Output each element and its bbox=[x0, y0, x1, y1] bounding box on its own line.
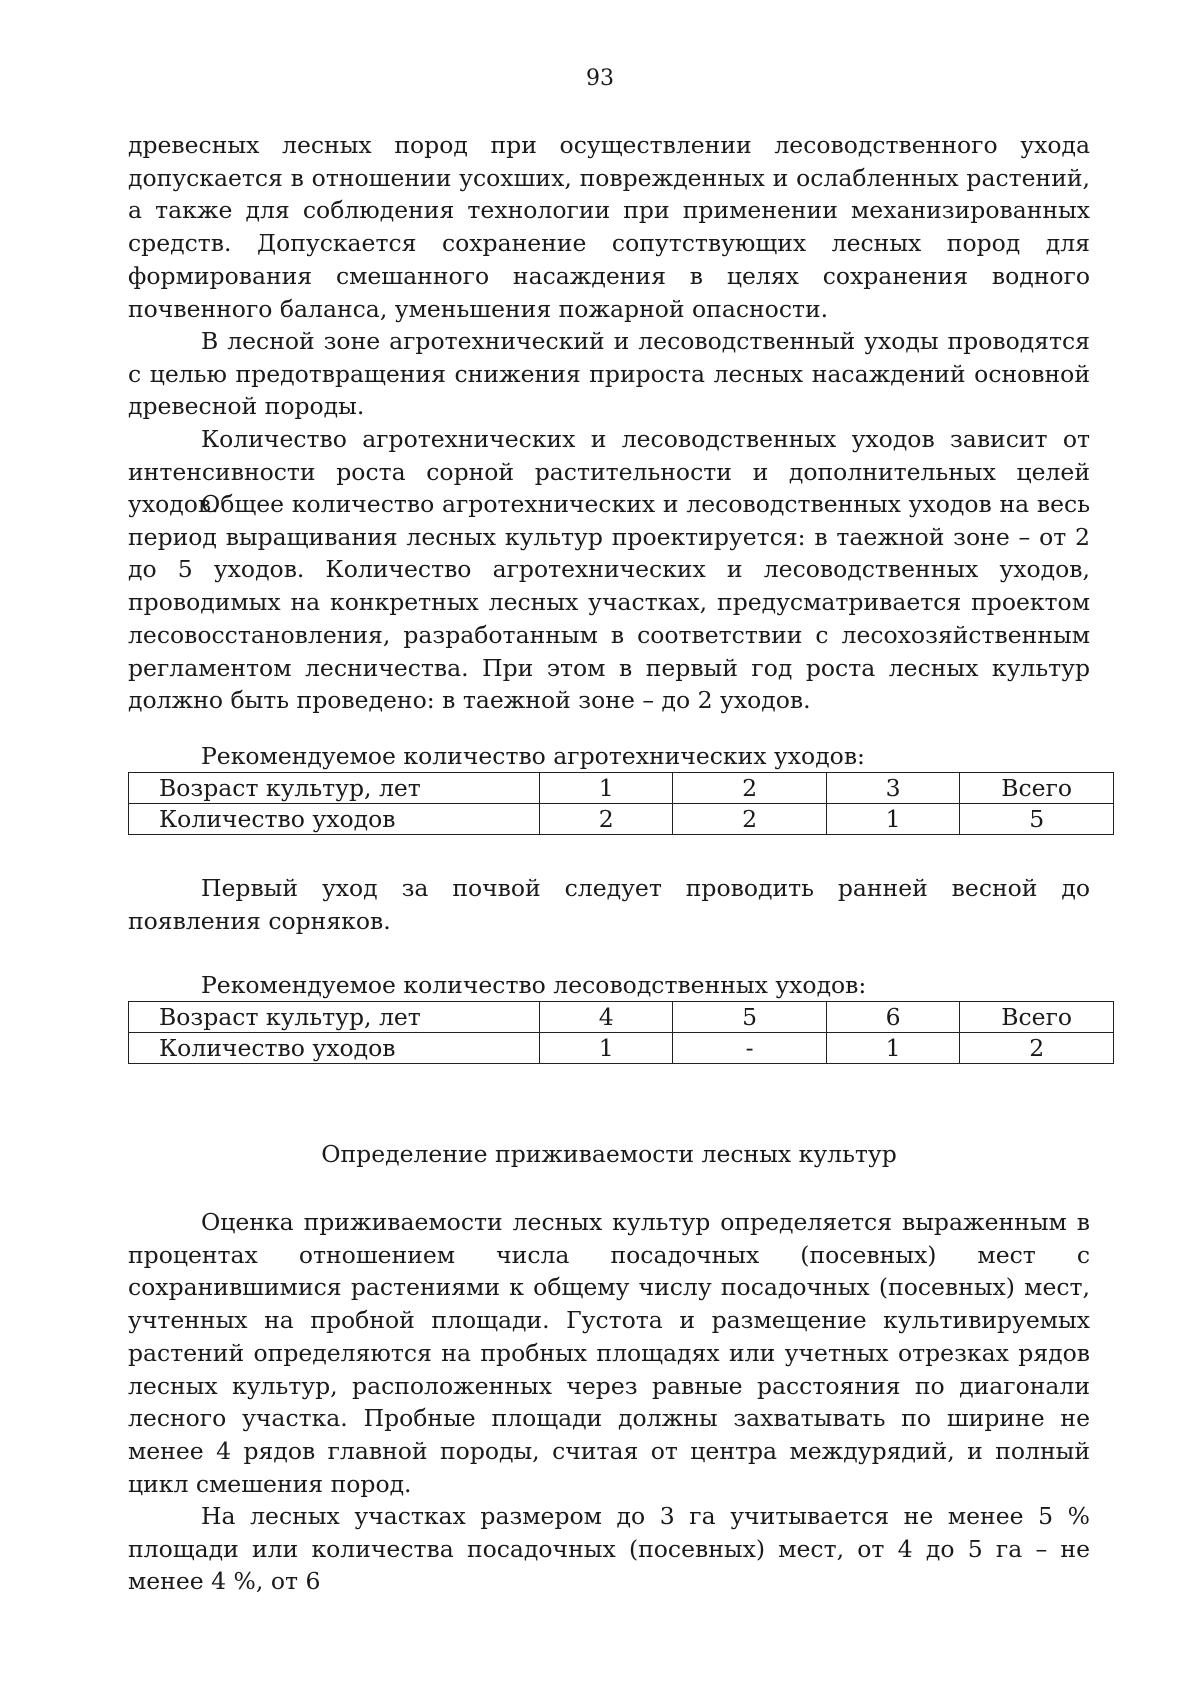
table-row bbox=[129, 773, 1114, 804]
table-forest bbox=[128, 1001, 1114, 1064]
paragraph-tending-count: Количество агротехнических и лесоводственных уходов зависит от интенсивности роста сорной растительности и дополнительных целей уходов. bbox=[128, 425, 1090, 519]
table-cell: 6 bbox=[826, 1002, 959, 1033]
table-agro-caption: Рекомендуемое количество агротехнических уходов: bbox=[201, 742, 865, 770]
table-cell: Количество уходов bbox=[129, 804, 540, 835]
page-number: 93 bbox=[586, 66, 614, 91]
table-cell: 2 bbox=[960, 1033, 1114, 1064]
table-cell: 1 bbox=[826, 1033, 959, 1064]
paragraph-forest-zone-tending: В лесной зоне агротехнический и лесоводственный уходы проводятся с целью предотвращения снижения прироста лесных насаждений основной древесной породы. bbox=[128, 327, 1090, 421]
table-cell: 2 bbox=[673, 773, 826, 804]
table-cell: 1 bbox=[539, 1033, 672, 1064]
table-row bbox=[129, 1002, 1114, 1033]
table-row bbox=[129, 804, 1114, 835]
paragraph-total-tending: Общее количество агротехнических и лесоводственных уходов на весь период выращивания лесных культур проектируется: в таежной зоне – от 2 до 5 уходов. Количество агротехнических и лесоводственных уходов, проводимых на конкретных лесных участках, предусматривается проектом лесовосстановления, разработанным в соответствии с лесохозяйственным регламентом лесничества. При этом в первый год роста лесных культур должно быть проведено: в таежной зоне – до 2 уходов. bbox=[128, 490, 1090, 715]
table-cell: Всего bbox=[960, 1002, 1114, 1033]
table-cell: - bbox=[673, 1033, 826, 1064]
table-cell: Количество уходов bbox=[129, 1033, 540, 1064]
table-cell: 4 bbox=[539, 1002, 672, 1033]
paragraph-survival-assessment: Оценка приживаемости лесных культур определяется выраженным в процентах отношением числа посадочных (посевных) мест с сохранившимися растениями к общему числу посадочных (посевных) мест, учтенных на пробной площади. Густота и размещение культивируемых растений определяются на пробных площадях или учетных отрезках рядов лесных культур, расположенных через равные расстояния по диагонали лесного участка. Пробные площади должны захватывать по ширине не менее 4 рядов главной породы, считая от центра междурядий, и полный цикл смешения пород. bbox=[128, 1208, 1090, 1498]
table-cell: 3 bbox=[826, 773, 959, 804]
table-row bbox=[129, 1033, 1114, 1064]
section-heading: Определение приживаемости лесных культур bbox=[321, 1140, 897, 1168]
paragraph-plot-size: На лесных участках размером до 3 га учитывается не менее 5 % площади или количества посадочных (посевных) мест, от 4 до 5 га – не менее 4 %, от 6 bbox=[128, 1502, 1090, 1596]
table-forest-caption: Рекомендуемое количество лесоводственных уходов: bbox=[201, 971, 867, 999]
table-cell: 1 bbox=[826, 804, 959, 835]
table-cell: 5 bbox=[960, 804, 1114, 835]
table-cell: 2 bbox=[539, 804, 672, 835]
table-cell: Возраст культур, лет bbox=[129, 1002, 540, 1033]
table-cell: Всего bbox=[960, 773, 1114, 804]
table-cell: Возраст культур, лет bbox=[129, 773, 540, 804]
table-agro bbox=[128, 772, 1114, 835]
table-cell: 5 bbox=[673, 1002, 826, 1033]
table-cell: 2 bbox=[673, 804, 826, 835]
table-cell: 1 bbox=[539, 773, 672, 804]
paragraph-first-tending: Первый уход за почвой следует проводить ранней весной до появления сорняков. bbox=[128, 874, 1090, 935]
paragraph-tending-allowance: древесных лесных пород при осуществлении лесоводственного ухода допускается в отношении усохших, поврежденных и ослабленных растений, а также для соблюдения технологии при применении механизированных средств. Допускается сохранение сопутствующих лесных пород для формирования смешанного насаждения в целях сохранения водного почвенного баланса, уменьшения пожарной опасности. bbox=[128, 131, 1090, 323]
